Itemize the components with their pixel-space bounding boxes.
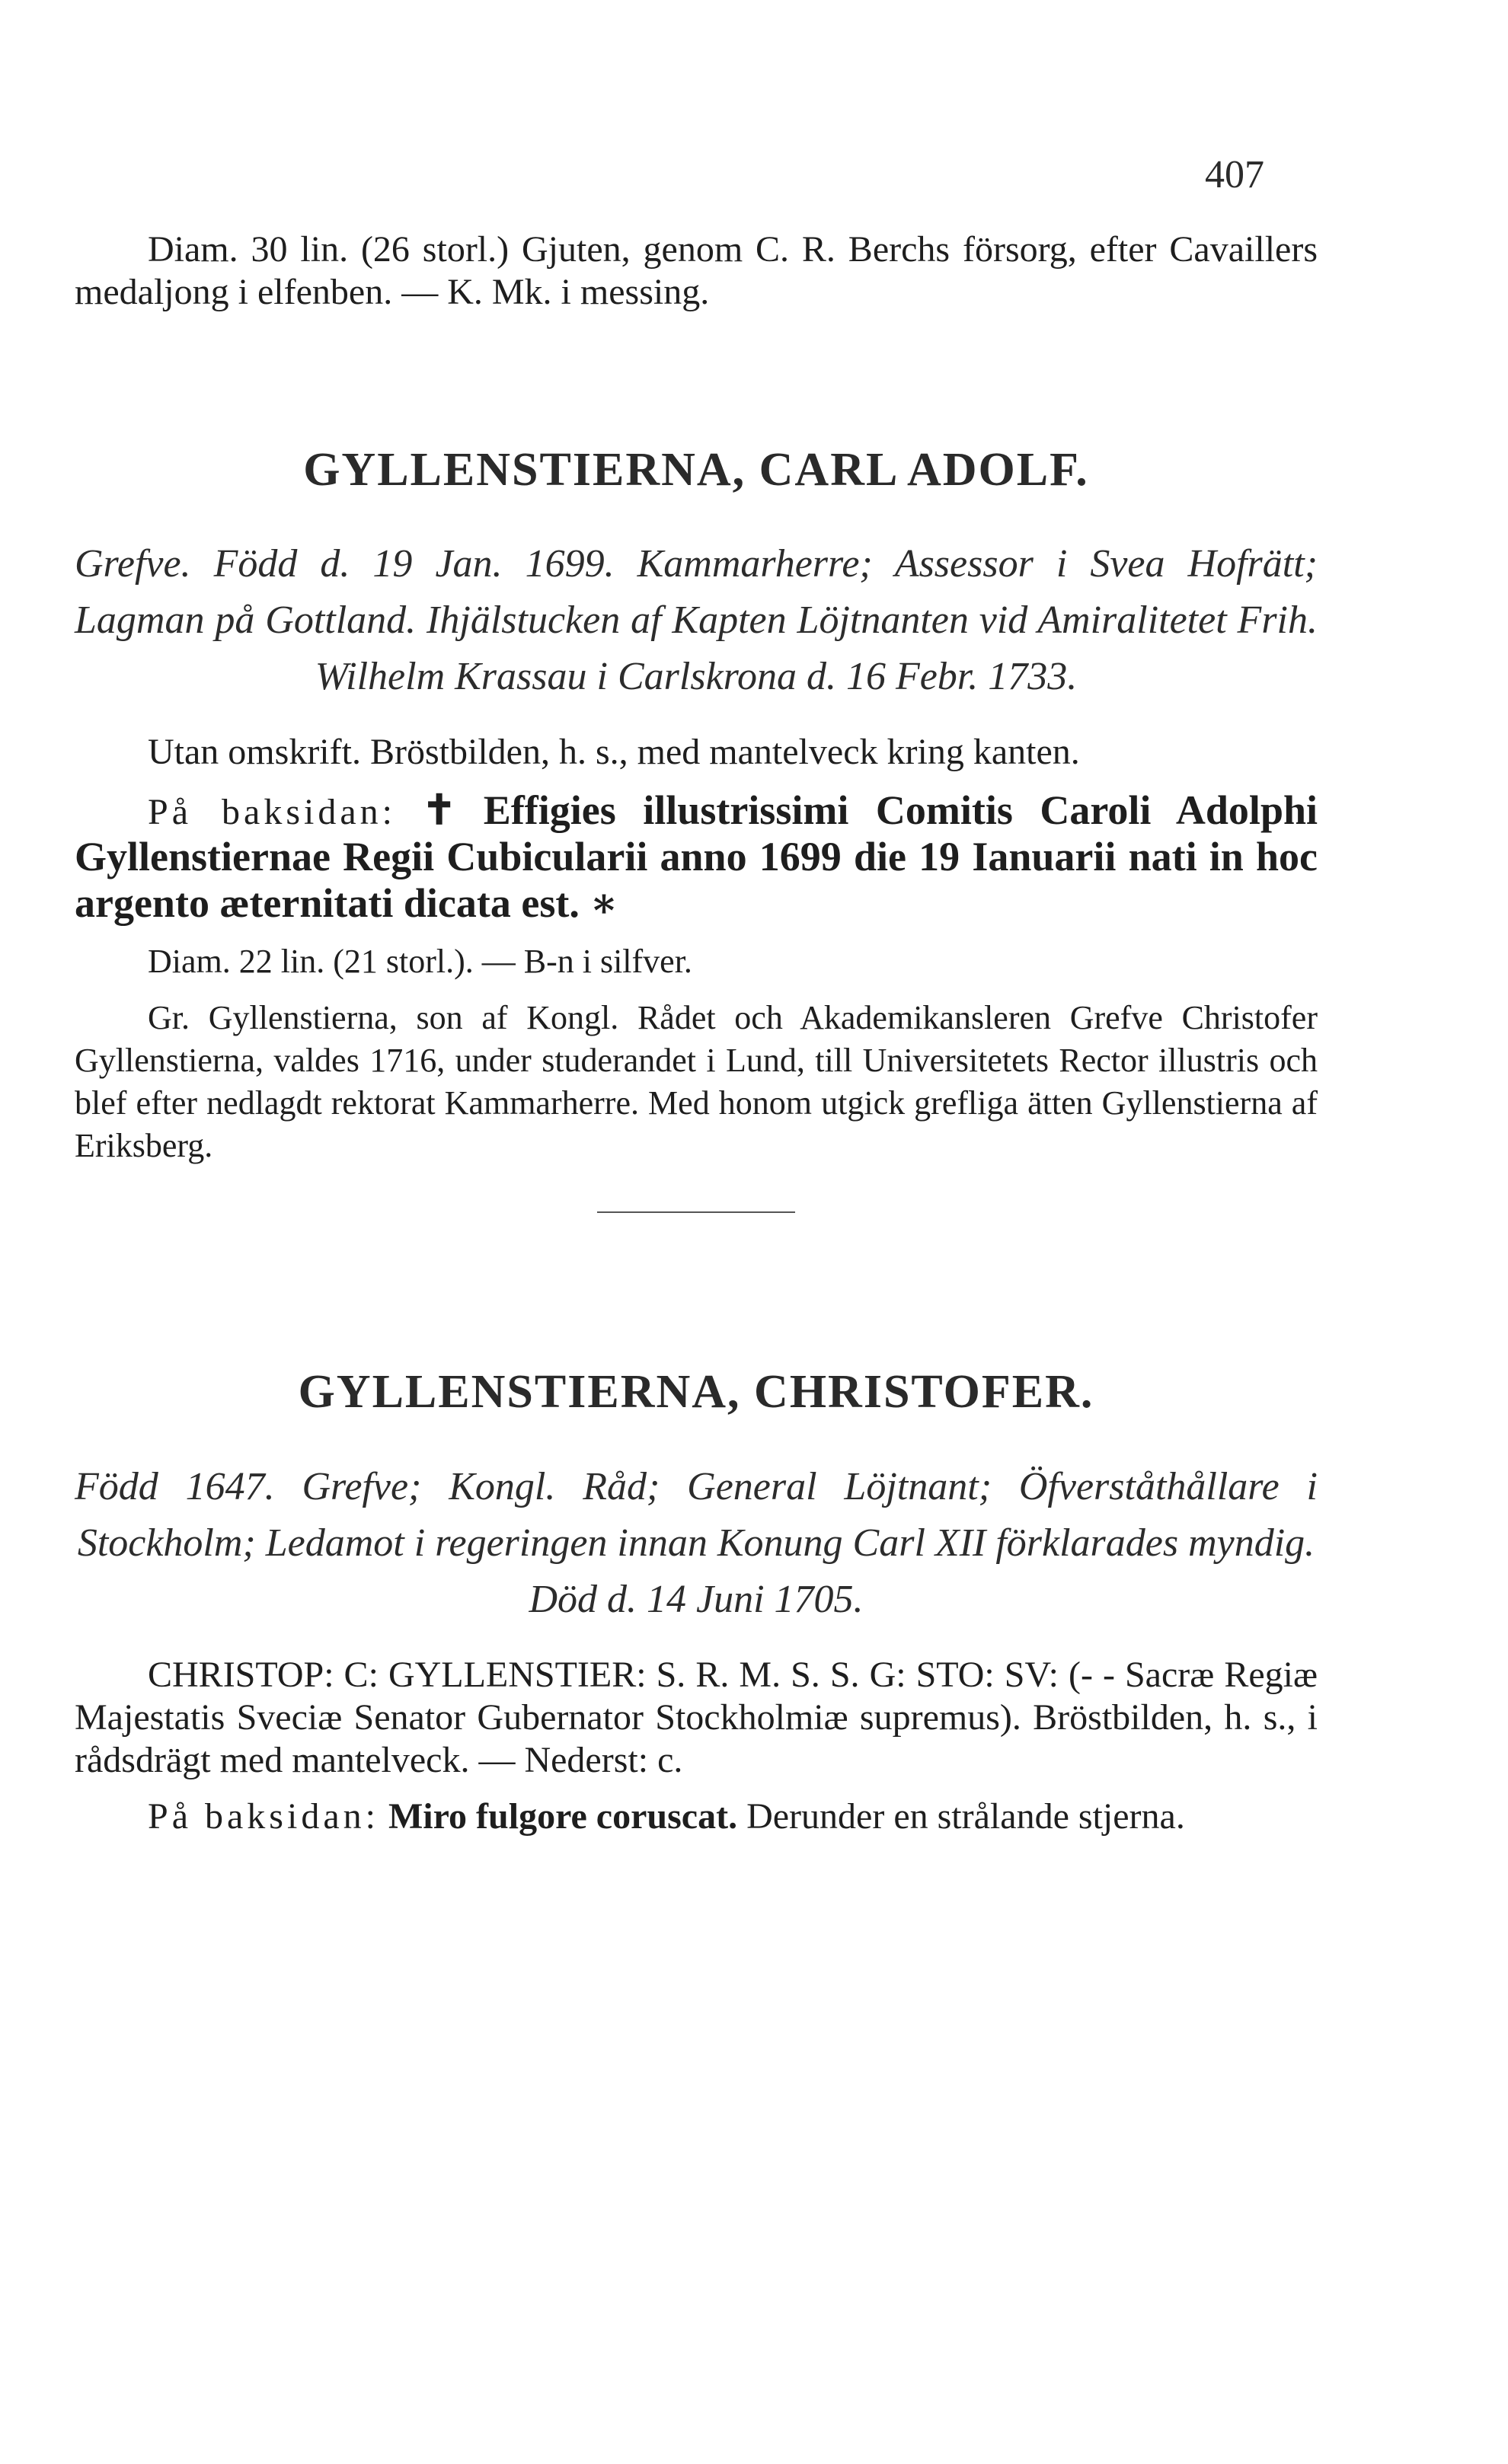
biographical-note: Gr. Gyllenstierna, son af Kongl. Rådet och Akademikansleren Grefve Christofer Gyllenstierna, valdes 1716, under studerandet i Lund, till Universitetets Rector illustris och blef efter nedlagdt rektorat Kammarherre. Med honom utgick grefliga ätten Gyllenstierna af Eriksberg. xyxy=(75,999,1318,1165)
page-content xyxy=(75,228,1318,1838)
reverse-inscription: ✝ Effigies illustrissimi Comitis Caroli Adolphi Gyllenstiernae Regii Cubicularii anno 1699 die 19 Ianuarii nati in hoc argento æternitati dicata est. ∗ xyxy=(75,787,1318,927)
entry-description: Grefve. Född d. 19 Jan. 1699. Kammarherre; Assessor i Svea Hofrätt; Lagman på Gottland. Ihjälstucken af Kapten Löjtnanten vid Amiralitetet Frih. Wilhelm Krassau i Carlskrona d. 16 Febr. 1733. xyxy=(75,542,1318,699)
section-divider xyxy=(597,1211,795,1213)
reverse-label: På baksidan: xyxy=(148,1795,379,1837)
reverse-paragraph xyxy=(75,1795,1318,1838)
reverse-label: På baksidan: xyxy=(148,792,396,833)
entry-heading: GYLLENSTIERNA, CHRISTOFER. xyxy=(298,1366,1094,1419)
diameter-note: Diam. 22 lin. (21 storl.). — B-n i silfver. xyxy=(148,943,692,981)
obverse-paragraph: CHRISTOP: C: GYLLENSTIER: S. R. M. S. S. G: STO: SV: (- - Sacræ Regiæ Majestatis Sveciæ Senator Gubernator Stockholmiæ supremus). Bröstbilden, h. s., i rådsdrägt med mantelveck. — Nederst: c. xyxy=(75,1654,1318,1780)
entry-carl-adolf xyxy=(75,443,1318,1213)
page-number: 407 xyxy=(1205,153,1264,196)
obverse-paragraph: Utan omskrift. Bröstbilden, h. s., med mantelveck kring kanten. xyxy=(148,732,1080,773)
reverse-description: Derunder en strålande stjerna. xyxy=(746,1795,1185,1837)
entry-heading: GYLLENSTIERNA, CARL ADOLF. xyxy=(303,444,1089,496)
entry-christofer xyxy=(75,1365,1318,1837)
death-date: Död d. 14 Juni 1705. xyxy=(529,1577,864,1621)
entry-description: Född 1647. Grefve; Kongl. Råd; General Löjtnant; Öfverståthållare i Stockholm; Ledamot i regeringen innan Konung Carl XII förklarades myndig. xyxy=(75,1464,1318,1565)
reverse-inscription: Miro fulgore coruscat. xyxy=(388,1795,738,1837)
intro-paragraph: Diam. 30 lin. (26 storl.) Gjuten, genom C. R. Berchs försorg, efter Cavaillers medaljong i elfenben. — K. Mk. i messing. xyxy=(75,229,1318,312)
reverse-paragraph xyxy=(75,787,1318,927)
